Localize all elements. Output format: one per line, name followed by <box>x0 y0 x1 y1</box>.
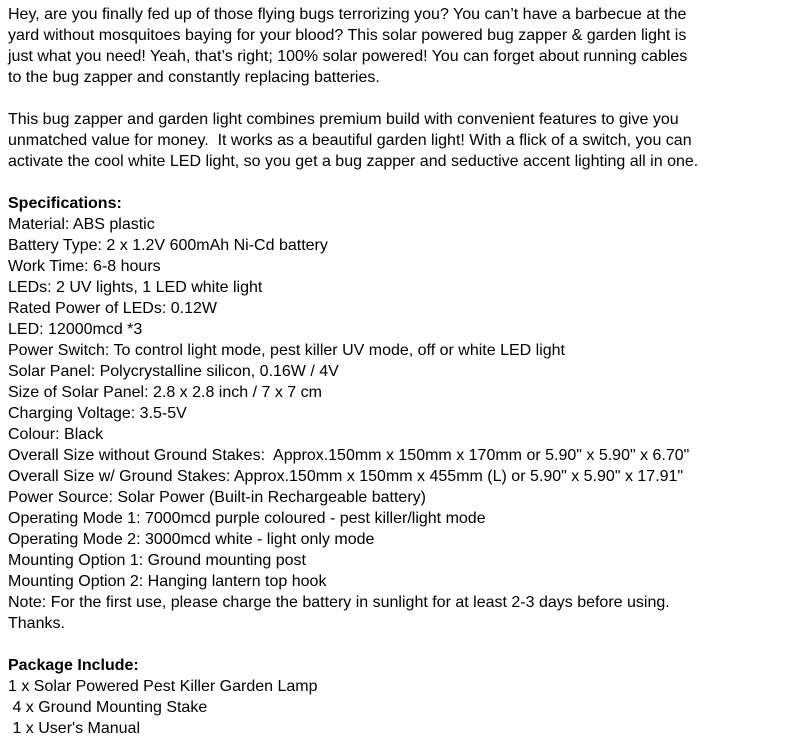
package-item-manual: 1 x User's Manual <box>8 720 140 737</box>
spec-item-rated-power: Rated Power of LEDs: 0.12W <box>8 300 217 317</box>
spec-item-colour: Colour: Black <box>8 426 104 443</box>
package-item-lamp: 1 x Solar Powered Pest Killer Garden Lamp <box>8 678 318 695</box>
spec-item-power-switch: Power Switch: To control light mode, pest killer UV mode, off or white LED light <box>8 342 565 359</box>
paragraph-spacer <box>8 634 798 655</box>
spec-item-size-with-stakes: Overall Size w/ Ground Stakes: Approx.150mm x 150mm x 455mm (L) or 5.90" x 5.90" x 17.91" <box>8 468 684 485</box>
description-line: activate the cool white LED light, so you get a bug zapper and seductive accent lighting all in one. <box>8 153 699 170</box>
intro-paragraph <box>8 4 798 88</box>
product-description-document <box>8 4 798 739</box>
description-line: This bug zapper and garden light combines premium build with convenient features to give you <box>8 111 679 128</box>
paragraph-spacer <box>8 88 798 109</box>
intro-line: just what you need! Yeah, that’s right; 100% solar powered! You can forget about running cables <box>8 48 688 65</box>
package-item-stakes: 4 x Ground Mounting Stake <box>8 699 208 716</box>
package-section <box>8 655 798 739</box>
description-paragraph <box>8 109 798 172</box>
spec-item-leds: LEDs: 2 UV lights, 1 LED white light <box>8 279 263 296</box>
spec-item-battery-type: Battery Type: 2 x 1.2V 600mAh Ni-Cd battery <box>8 237 328 254</box>
package-heading: Package Include: <box>8 657 139 674</box>
spec-item-mounting-option-1: Mounting Option 1: Ground mounting post <box>8 552 306 569</box>
spec-item-operating-mode-2: Operating Mode 2: 3000mcd white - light only mode <box>8 531 375 548</box>
spec-item-power-source: Power Source: Solar Power (Built-in Rechargeable battery) <box>8 489 426 506</box>
specifications-heading: Specifications: <box>8 195 122 212</box>
spec-item-size-without-stakes: Overall Size without Ground Stakes: Approx.150mm x 150mm x 170mm or 5.90" x 5.90" x 6.70" <box>8 447 690 464</box>
paragraph-spacer <box>8 172 798 193</box>
intro-line: to the bug zapper and constantly replacing batteries. <box>8 69 380 86</box>
spec-item-solar-panel: Solar Panel: Polycrystalline silicon, 0.16W / 4V <box>8 363 339 380</box>
specifications-section <box>8 193 798 634</box>
spec-item-led-brightness: LED: 12000mcd *3 <box>8 321 143 338</box>
spec-item-material: Material: ABS plastic <box>8 216 155 233</box>
spec-item-solar-panel-size: Size of Solar Panel: 2.8 x 2.8 inch / 7 x 7 cm <box>8 384 322 401</box>
spec-item-operating-mode-1: Operating Mode 1: 7000mcd purple coloured - pest killer/light mode <box>8 510 486 527</box>
intro-line: Hey, are you finally fed up of those flying bugs terrorizing you? You can’t have a barbecue at the <box>8 6 687 23</box>
spec-item-thanks: Thanks. <box>8 615 65 632</box>
spec-item-mounting-option-2: Mounting Option 2: Hanging lantern top hook <box>8 573 327 590</box>
spec-item-work-time: Work Time: 6-8 hours <box>8 258 161 275</box>
intro-line: yard without mosquitoes baying for your blood? This solar powered bug zapper & garden light is <box>8 27 687 44</box>
spec-item-note: Note: For the first use, please charge the battery in sunlight for at least 2-3 days before using. <box>8 594 670 611</box>
description-line: unmatched value for money. It works as a beautiful garden light! With a flick of a switch, you can <box>8 132 692 149</box>
spec-item-charging-voltage: Charging Voltage: 3.5-5V <box>8 405 187 422</box>
